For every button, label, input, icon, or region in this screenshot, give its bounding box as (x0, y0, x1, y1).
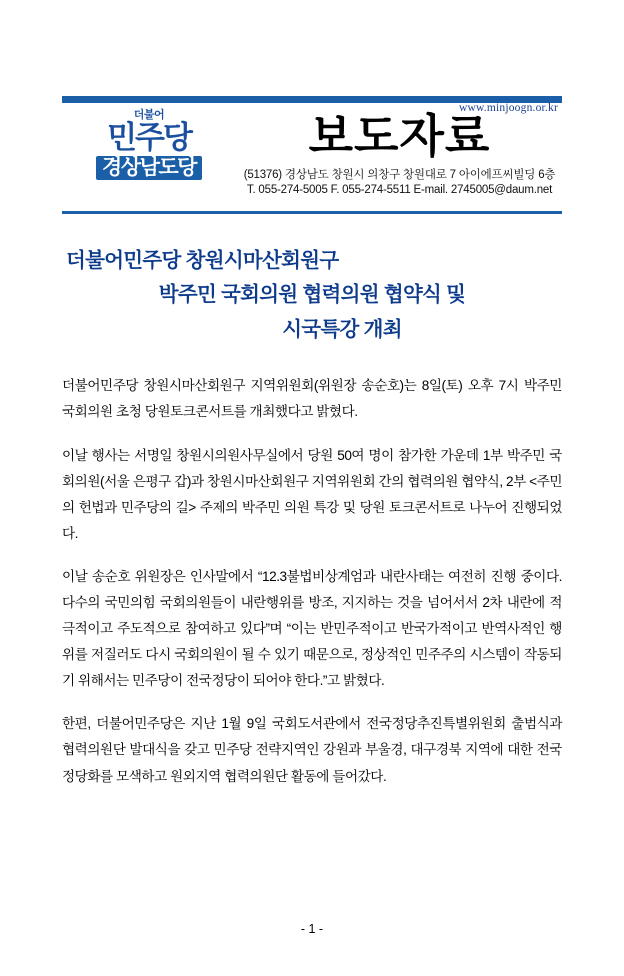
logo-pre-text: 더불어 (133, 109, 165, 121)
website-url[interactable]: www.minjoogn.or.kr (458, 102, 558, 114)
body-paragraph: 이날 송순호 위원장은 인사말에서 “12.3불법비상계엄과 내란사태는 여전히 진행 중이다. 다수의 국민의힘 국회의원들이 내란행위를 방조, 지지하는 것을 넘어서서 2차 내란에 적극적이고 주도적으로 참여하고 있다”며 “이는 반민주적이고 반국가적이고 반역사적인 행위를 저질러도 다시 국회의원이 될 수 있기 때문으로, 정상적인 민주주의 시스템이 작동되기 위해서는 민주당이 전국정당이 되어야 한다.”고 밝혔다. (62, 568, 562, 689)
page-number: - 1 - (300, 922, 324, 936)
press-release-body (62, 373, 562, 789)
press-release-title (62, 244, 562, 347)
office-contact: T. 055-274-5005 F. 055-274-5511 E-mail. 2745005@daum.net (246, 184, 553, 197)
header-bottom-rule (62, 211, 562, 214)
title-line-2: 박주민 국회의원 협력의원 협약식 및 (158, 283, 466, 307)
body-paragraph: 이날 행사는 서명일 창원시의원사무실에서 당원 50여 명이 참가한 가운데 1부 박주민 국회의원(서울 은평구 갑)과 창원시마산회원구 지역위원회 간의 협력의원 협약식, 2부 <주민의 헌법과 민주당의 길> 주제의 박주민 의원 특강 및 당원 토크콘서트로 나누어 진행되었다. (62, 447, 562, 541)
party-logo (64, 110, 234, 180)
header-right-block (237, 102, 562, 196)
document-type-title: 보도자료 (308, 110, 491, 162)
logo-main-text: 민주당 (107, 120, 191, 155)
title-line-3: 시국특강 개최 (282, 317, 402, 341)
body-paragraph: 한편, 더불어민주당은 지난 1월 9일 국회도서관에서 전국정당추진특별위원회 출범식과 협력의원단 발대식을 갖고 민주당 전략지역인 강원과 부울경, 대구경북 지역에 대한 전국정당화를 모색하고 원외지역 협력의원단 활동에 들어갔다. (62, 716, 562, 784)
title-line-1: 더불어민주당 창원시마산회원구 (66, 249, 339, 272)
document-header (62, 96, 562, 214)
office-address: (51376) 경상남도 창원시 의창구 창원대로 7 아이에프씨빌딩 6층 (243, 169, 556, 182)
logo-sub-text: 경상남도당 (96, 156, 202, 180)
document-page (0, 96, 624, 976)
body-paragraph: 더불어민주당 창원시마산회원구 지역위원회(위원장 송순호)는 8일(토) 오후 7시 박주민 국회의원 초청 당원토크콘서트를 개최했다고 밝혔다. (62, 378, 562, 420)
